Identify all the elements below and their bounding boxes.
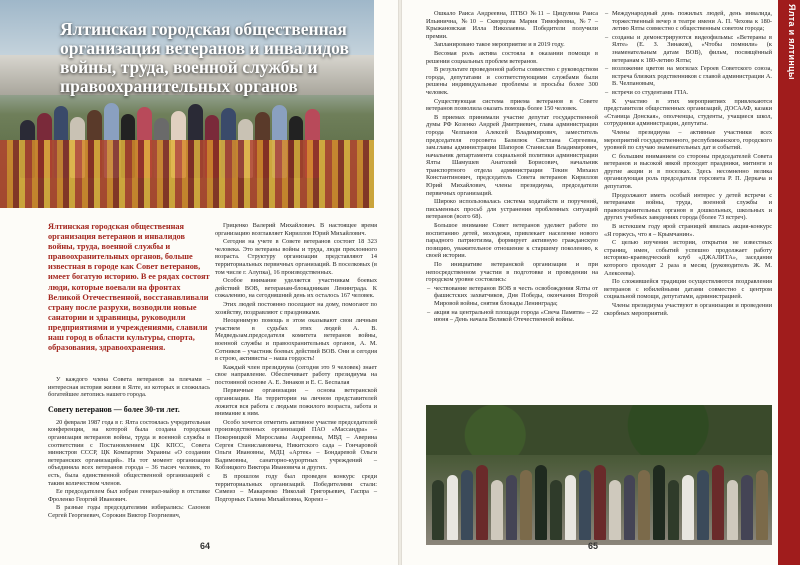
paragraph: В прошлом году был проведен конкурс среди территориальных организаций. Победителями стали: Симеиз – Макаренко Николай Григорьевич, Гаспра – Подгорных Галина Михайловна, Кореиз –	[215, 473, 377, 503]
photo-person	[624, 475, 636, 540]
paragraph: В результате проведенной работы совместно с руководством города, депутатами и соответствующими службами были решены индивидуальные проблемы и просьбы более 300 человек.	[426, 66, 598, 96]
list-item: – встречи со студентами ГПА.	[612, 89, 772, 97]
left-column-2	[215, 222, 377, 504]
paragraph: Члены президиума – активные участники всех мероприятий государственного, республиканского, городского уровней по случаю знаменательных дат и событий.	[604, 128, 772, 152]
photo-person	[491, 480, 503, 540]
list-item: – чествование ветеранов ВОВ в честь освобождения Ялты от фашистских захватчиков, Дня Победы, окончания Второй Мировой войны, снятия блокады Ленинграда;	[434, 285, 598, 308]
paragraph: Широко использовалась система ходатайств и поручений, письменных просьб для устранения проблемных ситуаций ветеранов (всего 68).	[426, 198, 598, 221]
photo-person	[550, 480, 562, 540]
paragraph: Гриценко Валерий Михайлович. В настоящее время организацию возглавляет Кириллов Юрий Михайлович.	[215, 222, 377, 237]
photo-person	[653, 465, 665, 540]
photo-person	[609, 480, 621, 540]
photo-person	[520, 470, 532, 540]
group-photo-veterans	[0, 0, 374, 208]
events-list-continued	[604, 10, 772, 97]
section-sidebar	[778, 0, 800, 565]
intro-paragraph: У каждого члена Совета ветеранов за плечами – интересная история жизни в Ялте, из которых и сложилась богатейшее летопись нашего города.	[48, 376, 210, 399]
photo-person	[506, 475, 518, 540]
paragraph: Члены президиума участвуют в организации и проведении скорбных мероприятий.	[604, 301, 772, 317]
paragraph: Первичные организации – основа ветеранской организации. На территории на личном представителей ложится вся работа с людьми пожилого возраста, забота и внимание к ним.	[215, 387, 377, 418]
photo-person	[476, 465, 488, 540]
paragraph: Сегодня на учете в Совете ветеранов состоит 18 323 человека. Это ветераны войны и труда, люди преклонного возраста. Структуру организации представляют 14 территориальных первичных организаций. В поселковых (в том числе г. Алупка), 16 производственных.	[215, 238, 377, 276]
photo-person	[432, 480, 444, 540]
right-page	[402, 0, 800, 565]
photo-person	[668, 480, 680, 540]
photo-person	[741, 475, 753, 540]
paragraph: Особо хочется отметить активное участие председателей производственных организаций ПАО «Массандра» – Покорницкой Мирославы Андреевны, МВД – Аверина Сергея Станиславовича, Никитского сада – Гончаровой Ольги Ивановны, МДЦ «Артек» – Бондаревой Ольги Вадимовны, санаторно-курортных учреждений – Кобзицкого Виктора Ивановича и других.	[215, 418, 377, 472]
photo-people-row	[432, 450, 768, 540]
photo-person	[565, 475, 577, 540]
photo-person	[594, 465, 606, 540]
paragraph: Этих людей постоянно посещают на дому, помогают по хозяйству, поздравляют с праздниками.	[215, 300, 377, 316]
photo-person	[461, 470, 473, 540]
photo-person	[638, 470, 650, 540]
paragraph: Продолжают иметь особый интерес у детей встречи с ветеранами войны, труда, военной службы и правоохранительных органов в дошкольных, школьных и других учебных заведениях города (более 73 встреч).	[604, 191, 772, 222]
list-item: – акция на центральной площади города «Свеча Памяти» – 22 июня – День начала Великой Отечественной войны.	[434, 309, 598, 324]
paragraph: Ошкало Раиса Андреевна, ПТВО №11 – Цицулина Раиса Ильинична, №10 – Скворцова Мария Тимофеевна, №7 – Крыжановская Илла Николаевна. Победители получили премии.	[426, 10, 598, 40]
photo-flowerbed	[0, 140, 374, 208]
paragraph: В разные годы председателями избирались: Сазонов Сергей Георгиевич, Сорокин Виктор Георгиевич,	[48, 504, 210, 519]
right-column-1	[426, 10, 598, 325]
paragraph: С целью изучения истории, открытия не известных страниц, имен, событий успешно продолжает работу историко-краеведческий клуб «ДЖАЛИТА», заседания которого проходят 2 раза в месяц (руководитель Ж. М. Алексеева).	[604, 239, 772, 277]
left-page	[0, 0, 398, 565]
paragraph: В истекшем году ярой страницей явилась акция-конкурс «Я горжусь, что я – Крымчанин».	[604, 223, 772, 238]
paragraph: Запланировано такое мероприятие и в 2019 году.	[434, 41, 565, 49]
paragraph: Неоценимую помощь в этом оказывают свои личным участием в судьбах этих людей А. В. Медведьзам.председателя комитета ветеранов войны, военной службы и правоохранительных органов, А. М. Сотников – участник боевых действий ВОВ. Они и сегодня в строю, активисты – наша гордость!	[215, 317, 377, 363]
paragraph: Существующая система приема ветеранов в Совете ветеранов позволила оказать помощь более 150 человек.	[426, 97, 598, 113]
section-label: Ялта и ялтинцы	[787, 4, 797, 80]
list-item: – Международный день пожилых людей, день инвалида, торжественный вечер в театре имени А. П. Чехова к 180-летию Ялты совместно с общественным советом города;	[612, 10, 772, 33]
lead-text: Ялтинская городская общественная организация ветеранов и инвалидов войны, труда, военной службы и правоохранительных органов, больше известная в городе как Совет ветеранов, имеет богатую историю. В ее рядах состоят люди, которые воевали на фронтах Великой Отечественной, восстанавливали страну после разрухи, возводили новые санатории и здравницы, руководили предприятиями и учреждениями, славили наш город в области культуры, спорта, образования, здравоохранения.	[48, 222, 210, 353]
paragraph: По сложившейся традиции осуществляются поздравления ветеранов с юбилейными датами совместно с центром социальной помощи, депутатами, администрацией.	[604, 278, 772, 301]
paragraph: Особое внимание уделяется участникам боевых действий ВОВ, ветеранам-блокадникам Ленинграда. К сожалению, на сегодняшний день их осталось 167 человек.	[215, 277, 377, 300]
section-subheading: Совету ветеранов — более 30-ти лет.	[48, 404, 180, 414]
photo-person	[727, 480, 739, 540]
paragraph: В приемах принимали участие депутат государственной думы РФ Козенко Андрей Дмитриевич, глава администрации города Челпанов Алексей Владимирович, заместитель председателя горсовета Базилюк Светлана Сергеевна, зам.главы администрации Шапоров Станислав Владимирович, начальник департамента социальной политики администрации Ялты Шамушев Анатолий Борисович, начальник транспортного отдела администрации Текин Михаил Константинович, председатель Совета ветеранов Кириллов Юрий Михайлович, члены президиума, председатели первичных организаций.	[426, 113, 598, 197]
photo-person	[682, 475, 694, 540]
list-item: – созданы и демонстрируются видеофильмы: «Ветераны в Ялте» (Е. З. Зинаков), «Чтобы помнили» (к знаменательным датам ВОВ), фильм, посвящённый ветеранам к 180-летию Ялты;	[612, 34, 772, 64]
article-title: Ялтинская городская общественная организация ветеранов и инвалидов войны, труда, военной службы и правоохранительных органов	[60, 19, 349, 96]
paragraph: Каждый член президиума (сегодня это 9 человек) знает свое направление. Обеспечивает работу президиума на постоянной основе А. Е. Зинаков и Е. С. Беспалая	[215, 363, 377, 386]
paragraph: По инициативе ветеранской организации и при непосредственном участии в подготовке и проведении на городском уровне состоялись:	[426, 261, 598, 284]
ceremony-photo	[426, 405, 772, 545]
paragraph: 20 февраля 1987 года в г. Ялта состоялась учредительная конференция, на которой была создана городская организация ветеранов войны, труда и военной службы в соответствии с Постановлением ЦК КПСС, Совета министров СССР, ЦК Компартии Украины «О создании ветеранских организаций». На тот момент организация объединяла всех ветеранов города – 36 тысяч человек, то есть, была единственной общественной организацией с таким количеством членов.	[48, 418, 210, 487]
photo-trees	[426, 405, 772, 455]
photo-person	[535, 465, 547, 540]
photo-person	[579, 470, 591, 540]
paragraph: Ее председателем был избран генерал-майор в отставке Фроленко Георгий Иванович.	[48, 488, 210, 503]
paragraph: Весомая роль актива состояла в оказании помощи в решении социальных проблем ветеранов.	[426, 49, 598, 65]
page-number-left: 64	[200, 541, 211, 551]
lead-paragraph	[48, 222, 210, 353]
left-column-1	[48, 376, 210, 521]
right-column-2	[604, 10, 772, 318]
photo-person	[447, 475, 459, 540]
page-number-right: 65	[588, 541, 599, 551]
paragraph: С большим вниманием со стороны председателей Совета ветеранов и высокой явкой проходят праздники, митинги и другие акции и в поселках. Здесь несомненно велика организующая роль председателя горсовета Р. П. Деркача и депутатов.	[604, 152, 772, 191]
paragraph: К участию в этих мероприятиях привлекаются представители общественных организаций, ДОСААФ, казаки «Станица Донская», ополченцы, студенты, учащиеся школ, сотрудники администрации, депутаты.	[604, 97, 772, 128]
photo-person	[697, 470, 709, 540]
list-item: – возложение цветов на могилах Героев Советского союза, встреча близких родственников с главой администрации А. В. Челпановым,	[612, 65, 772, 88]
photo-person	[756, 470, 768, 540]
paragraph: Большое внимание Совет ветеранов уделяет работе по воспитанию детей, молодежи, привлекает население нового парадного патриотизма, формирует активную гражданскую позицию, уважительное отношение к старшему поколению, к своей истории.	[426, 222, 598, 260]
events-list	[426, 285, 598, 324]
photo-person	[712, 465, 724, 540]
